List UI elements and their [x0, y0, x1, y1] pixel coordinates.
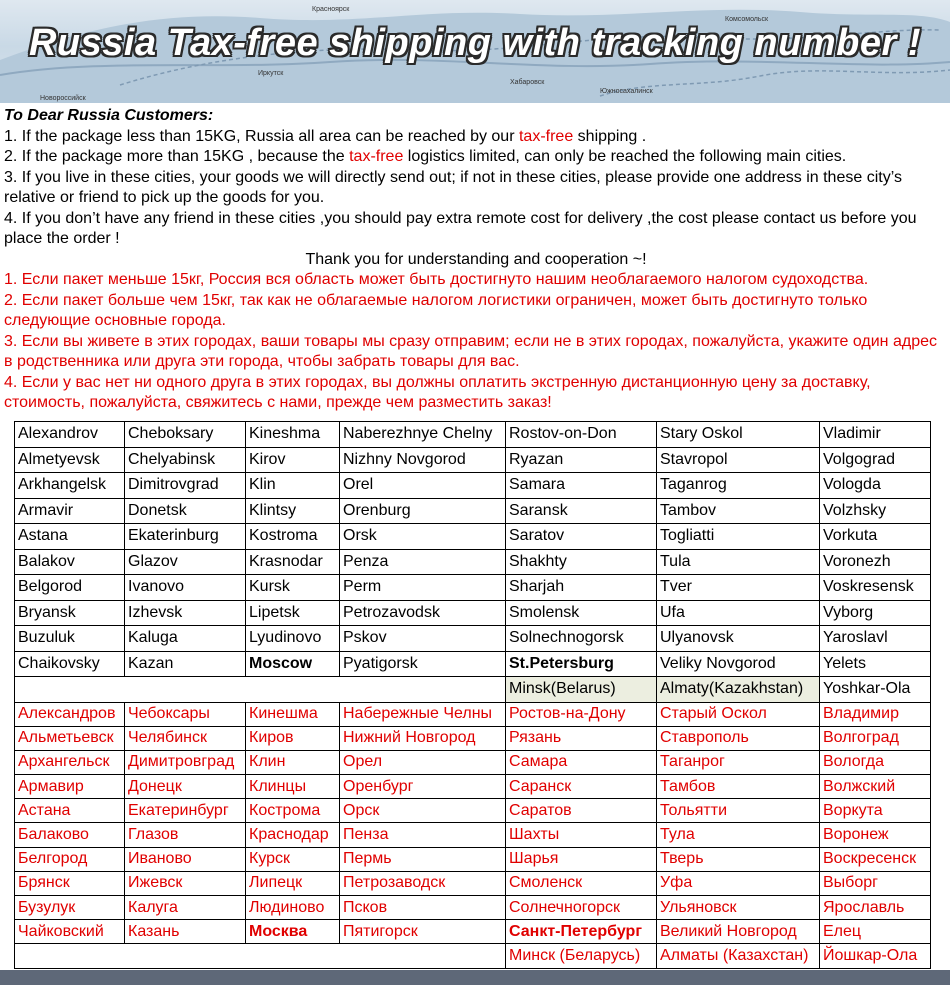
city-cell: Armavir	[15, 498, 125, 524]
map-label: Новороссийск	[40, 95, 86, 102]
map-label: Комсомольск	[725, 16, 769, 23]
city-cell: Minsk(Belarus)	[506, 677, 657, 703]
city-cell: Glazov	[125, 549, 246, 575]
city-cell: Arkhangelsk	[15, 473, 125, 499]
city-cell: Белгород	[15, 847, 125, 871]
city-cell: Клинцы	[246, 775, 340, 799]
map-label: Иркутск	[258, 70, 284, 77]
city-cell: Альметьевск	[15, 726, 125, 750]
city-cell: Чебоксары	[125, 702, 246, 726]
intro-text	[4, 106, 948, 414]
city-cell: St.Petersburg	[506, 651, 657, 677]
city-cell: Чайковский	[15, 920, 125, 944]
city-cell: Rostov-on-Don	[506, 422, 657, 448]
city-cell: Veliky Novgorod	[657, 651, 820, 677]
city-cell: Chaikovsky	[15, 651, 125, 677]
city-cell: Рязань	[506, 726, 657, 750]
city-row-ru	[15, 750, 931, 774]
city-cell: Екатеринбург	[125, 799, 246, 823]
city-cell: Елец	[820, 920, 931, 944]
city-cell: Volzhsky	[820, 498, 931, 524]
city-cell: Димитровград	[125, 750, 246, 774]
city-cell: Тула	[657, 823, 820, 847]
city-cell: Smolensk	[506, 600, 657, 626]
city-cell: Александров	[15, 702, 125, 726]
city-cell: Саратов	[506, 799, 657, 823]
city-cell: Ульяновск	[657, 896, 820, 920]
city-cell: Людиново	[246, 896, 340, 920]
city-row-ru	[15, 775, 931, 799]
city-cell: Воронеж	[820, 823, 931, 847]
city-cell: Orenburg	[340, 498, 506, 524]
city-cell: Шахты	[506, 823, 657, 847]
city-cell: Chelyabinsk	[125, 447, 246, 473]
city-cell: Tambov	[657, 498, 820, 524]
city-row-ru	[15, 726, 931, 750]
greeting: To Dear Russia Customers:	[4, 107, 214, 124]
city-cell: Ivanovo	[125, 575, 246, 601]
city-cell: Армавир	[15, 775, 125, 799]
city-cell: Пенза	[340, 823, 506, 847]
city-cell: Voronezh	[820, 549, 931, 575]
city-cell: Petrozavodsk	[340, 600, 506, 626]
city-cell: Самара	[506, 750, 657, 774]
text-span: shipping .	[573, 127, 647, 145]
city-cell: Солнечногорск	[506, 896, 657, 920]
map-label: Красноярск	[312, 6, 350, 13]
city-row-en	[15, 651, 931, 677]
text-span: logistics limited, can only be reached the following main cities.	[403, 148, 847, 165]
city-row-en	[15, 524, 931, 550]
city-cell: Кострома	[246, 799, 340, 823]
city-cell: Ижевск	[125, 871, 246, 895]
city-cell: Пятигорск	[340, 920, 506, 944]
banner-title: Russia Tax-free shipping with tracking number !	[28, 22, 921, 64]
city-cell: Tula	[657, 549, 820, 575]
city-cell: Alexandrov	[15, 422, 125, 448]
city-row-ru	[15, 896, 931, 920]
city-cell: Krasnodar	[246, 549, 340, 575]
map-label: Южносахалинск	[600, 88, 653, 95]
city-cell: Курск	[246, 847, 340, 871]
city-cell: Kazan	[125, 651, 246, 677]
city-cell: Ryazan	[506, 447, 657, 473]
city-cell: Набережные Челны	[340, 702, 506, 726]
city-cell: Pyatigorsk	[340, 651, 506, 677]
city-cell: Таганрог	[657, 750, 820, 774]
city-cell: Ростов-на-Дону	[506, 702, 657, 726]
city-cell: Воркута	[820, 799, 931, 823]
city-cell: Астана	[15, 799, 125, 823]
russian-point-3: 3. Если вы живете в этих городах, ваши товары мы сразу отправим; если не в этих городах, пожалуйста, укажите один адрес в родственника или друга эти города, чтобы забрать товары для вас.	[4, 332, 937, 370]
city-cell: Тверь	[657, 847, 820, 871]
city-row-ru	[15, 847, 931, 871]
city-cell: Владимир	[820, 702, 931, 726]
city-table	[14, 421, 931, 969]
city-cell: Balakov	[15, 549, 125, 575]
city-table-body	[15, 422, 931, 969]
city-cell: Yoshkar-Ola	[820, 677, 931, 703]
city-cell: Великий Новгород	[657, 920, 820, 944]
city-cell: Казань	[125, 920, 246, 944]
city-cell: Старый Оскол	[657, 702, 820, 726]
russian-point-4: 4. Если у вас нет ни одного друга в этих городах, вы должны оплатить экстренную дистанционную цену за доставку, стоимость, пожалуйста, свяжитесь с нами, прежде чем разместить заказ!	[4, 373, 871, 411]
city-cell: Belgorod	[15, 575, 125, 601]
city-cell: Kaluga	[125, 626, 246, 652]
city-cell: Липецк	[246, 871, 340, 895]
city-cell: Орел	[340, 750, 506, 774]
text-span: 2. If the package more than 15KG , because the	[4, 148, 350, 165]
city-cell: Izhevsk	[125, 600, 246, 626]
city-cell: Togliatti	[657, 524, 820, 550]
city-cell: Брянск	[15, 871, 125, 895]
city-cell: Санкт-Петербург	[506, 920, 657, 944]
city-cell: Тамбов	[657, 775, 820, 799]
city-cell: Нижний Новгород	[340, 726, 506, 750]
city-cell: Волгоград	[820, 726, 931, 750]
city-cell: Оренбург	[340, 775, 506, 799]
city-cell: Тольятти	[657, 799, 820, 823]
city-cell: Donetsk	[125, 498, 246, 524]
empty-cell	[15, 677, 506, 703]
city-cell: Ulyanovsk	[657, 626, 820, 652]
city-row-ru	[15, 799, 931, 823]
city-cell: Dimitrovgrad	[125, 473, 246, 499]
city-cell: Taganrog	[657, 473, 820, 499]
city-row-en-extra	[15, 677, 931, 703]
english-point-1	[4, 127, 948, 148]
city-cell: Saratov	[506, 524, 657, 550]
city-row-ru	[15, 871, 931, 895]
map-label: Хабаровск	[510, 79, 545, 86]
city-cell: Волжский	[820, 775, 931, 799]
header-banner	[0, 0, 950, 103]
city-cell: Nizhny Novgorod	[340, 447, 506, 473]
city-cell: Klintsy	[246, 498, 340, 524]
city-cell: Stavropol	[657, 447, 820, 473]
city-cell: Алматы (Казахстан)	[657, 944, 820, 968]
city-row-ru	[15, 702, 931, 726]
text-span: 1. If the package less than 15KG, Russia all area can be reached by our	[4, 127, 519, 145]
city-cell: Ставрополь	[657, 726, 820, 750]
city-cell: Пермь	[340, 847, 506, 871]
city-cell: Москва	[246, 920, 340, 944]
city-cell: Kirov	[246, 447, 340, 473]
city-cell: Lyudinovo	[246, 626, 340, 652]
tax-free-highlight: tax-free	[349, 148, 404, 165]
city-cell: Yelets	[820, 651, 931, 677]
city-cell: Краснодар	[246, 823, 340, 847]
city-cell: Воскресенск	[820, 847, 931, 871]
russian-point-2: 2. Если пакет больше чем 15кг, так как не облагаемые налогом логистики ограничен, может быть достигнуто только следующие основные города.	[4, 291, 868, 329]
city-cell: Tver	[657, 575, 820, 601]
city-cell: Вологда	[820, 750, 931, 774]
city-cell: Йошкар-Ола	[820, 944, 931, 968]
empty-cell	[15, 944, 506, 968]
city-row-en	[15, 549, 931, 575]
city-cell: Yaroslavl	[820, 626, 931, 652]
city-cell: Orel	[340, 473, 506, 499]
city-row-ru	[15, 920, 931, 944]
city-cell: Buzuluk	[15, 626, 125, 652]
city-cell: Cheboksary	[125, 422, 246, 448]
city-cell: Bryansk	[15, 600, 125, 626]
city-cell: Глазов	[125, 823, 246, 847]
city-cell: Kineshma	[246, 422, 340, 448]
city-cell: Samara	[506, 473, 657, 499]
city-cell: Solnechnogorsk	[506, 626, 657, 652]
city-cell: Voskresensk	[820, 575, 931, 601]
city-cell: Vorkuta	[820, 524, 931, 550]
city-cell: Astana	[15, 524, 125, 550]
city-cell: Выборг	[820, 871, 931, 895]
city-cell: Киров	[246, 726, 340, 750]
city-cell: Кинешма	[246, 702, 340, 726]
city-cell: Смоленск	[506, 871, 657, 895]
city-row-en	[15, 473, 931, 499]
city-cell: Orsk	[340, 524, 506, 550]
city-cell: Kostroma	[246, 524, 340, 550]
city-cell: Volgograd	[820, 447, 931, 473]
city-row-ru-extra	[15, 944, 931, 968]
city-cell: Almetyevsk	[15, 447, 125, 473]
thanks-line: Thank you for understanding and cooperation ~!	[305, 250, 647, 268]
city-cell: Ярославль	[820, 896, 931, 920]
city-row-en	[15, 422, 931, 448]
city-cell: Sharjah	[506, 575, 657, 601]
city-cell: Vyborg	[820, 600, 931, 626]
city-row-en	[15, 498, 931, 524]
city-row-en	[15, 575, 931, 601]
city-cell: Калуга	[125, 896, 246, 920]
city-cell: Саранск	[506, 775, 657, 799]
city-cell: Шарья	[506, 847, 657, 871]
city-cell: Ekaterinburg	[125, 524, 246, 550]
city-cell: Орск	[340, 799, 506, 823]
city-cell: Almaty(Kazakhstan)	[657, 677, 820, 703]
city-cell: Архангельск	[15, 750, 125, 774]
city-cell: Saransk	[506, 498, 657, 524]
city-cell: Донецк	[125, 775, 246, 799]
city-cell: Vologda	[820, 473, 931, 499]
city-row-ru	[15, 823, 931, 847]
russian-point-1: 1. Если пакет меньше 15кг, Россия вся область может быть достигнуто нашим необлагаемого налогом судоходства.	[4, 271, 869, 288]
city-cell: Минск (Беларусь)	[506, 944, 657, 968]
city-cell: Penza	[340, 549, 506, 575]
city-cell: Pskov	[340, 626, 506, 652]
city-cell: Lipetsk	[246, 600, 340, 626]
english-point-3: 3. If you live in these cities, your goods we will directly send out; if not in these cities, please provide one address in these city’s relative or friend to pick up the goods for you.	[4, 168, 902, 206]
city-cell: Klin	[246, 473, 340, 499]
tax-free-highlight: tax-free	[518, 127, 574, 145]
city-cell: Иваново	[125, 847, 246, 871]
english-point-4: 4. If you don’t have any friend in these cities ,you should pay extra remote cost for delivery ,the cost please contact us before you place the order !	[4, 209, 917, 247]
city-cell: Shakhty	[506, 549, 657, 575]
city-cell: Moscow	[246, 651, 340, 677]
city-cell: Vladimir	[820, 422, 931, 448]
city-cell: Петрозаводск	[340, 871, 506, 895]
city-cell: Уфа	[657, 871, 820, 895]
city-cell: Клин	[246, 750, 340, 774]
city-row-en	[15, 600, 931, 626]
city-row-en	[15, 447, 931, 473]
english-point-2	[4, 147, 948, 168]
city-cell: Perm	[340, 575, 506, 601]
city-cell: Stary Oskol	[657, 422, 820, 448]
city-cell: Naberezhnye Chelny	[340, 422, 506, 448]
city-cell: Псков	[340, 896, 506, 920]
city-cell: Kursk	[246, 575, 340, 601]
city-cell: Бузулук	[15, 896, 125, 920]
city-cell: Балаково	[15, 823, 125, 847]
city-cell: Челябинск	[125, 726, 246, 750]
city-row-en	[15, 626, 931, 652]
city-cell: Ufa	[657, 600, 820, 626]
footer-bar	[0, 970, 950, 985]
